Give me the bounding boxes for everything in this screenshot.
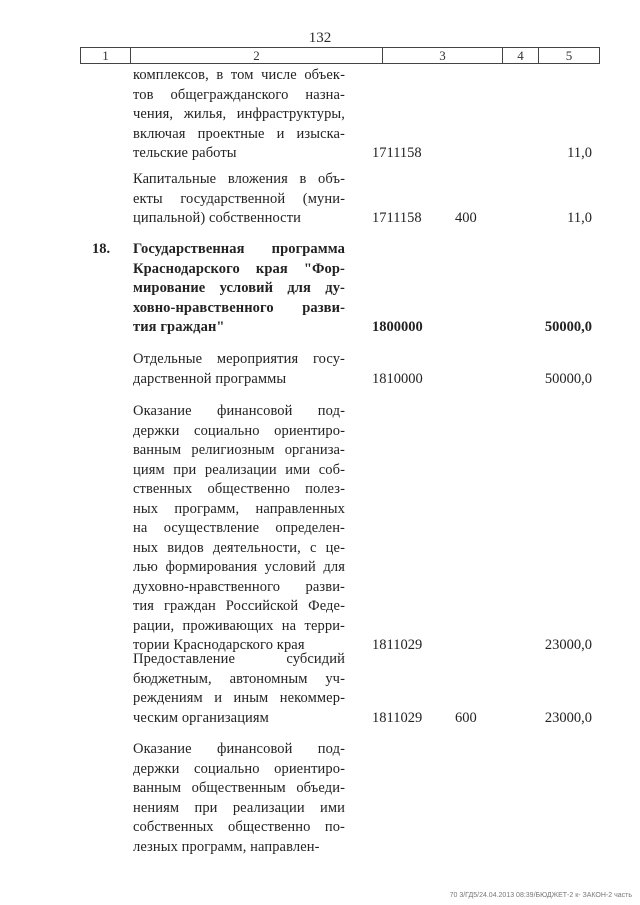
description-line: собственных общественно по- bbox=[133, 819, 345, 835]
description-line: ственных общественно полез- bbox=[133, 481, 345, 497]
column-header-3: 3 bbox=[383, 48, 503, 63]
row-description bbox=[133, 240, 345, 338]
row-description bbox=[133, 350, 345, 389]
description-line: дарственной программы bbox=[133, 370, 287, 387]
description-line: тов общегражданского назна- bbox=[133, 86, 345, 103]
description-line: лезных программ, направлен- bbox=[133, 838, 320, 855]
description-line: держки социально ориентиро- bbox=[133, 760, 345, 777]
description-line: тории Краснодарского края bbox=[133, 637, 305, 653]
description-line: Отдельные мероприятия госу- bbox=[133, 351, 345, 367]
description-line: ципальной) собственности bbox=[133, 210, 302, 226]
target-code: 1800000 bbox=[372, 319, 423, 335]
description-line: циям при реализации ими соб- bbox=[133, 461, 345, 478]
description-line: держки социально ориентиро- bbox=[133, 422, 345, 439]
description-line: бюджетным, автономным уч- bbox=[133, 670, 345, 687]
expense-type-code: 400 bbox=[455, 210, 477, 226]
column-header-5: 5 bbox=[565, 48, 573, 63]
amount: 23000,0 bbox=[544, 637, 592, 653]
description-line: рации, проживающих на терри- bbox=[133, 617, 345, 634]
description-line: ванным общественным объеди- bbox=[133, 780, 345, 796]
amount: 23000,0 bbox=[544, 709, 592, 726]
description-line: тия граждан" bbox=[133, 319, 225, 335]
description-line: ховно-нравственного разви- bbox=[133, 299, 345, 316]
description-line: лью формирования условий для bbox=[133, 559, 345, 575]
description-line: включая проектные и изыска- bbox=[133, 125, 345, 142]
description-line: екты государственной (муни- bbox=[133, 190, 345, 207]
table-header-row bbox=[80, 47, 600, 64]
description-line: на осуществление определен- bbox=[133, 520, 345, 536]
target-code: 1811029 bbox=[372, 637, 423, 653]
description-line: духовно-нравственного разви- bbox=[133, 578, 345, 595]
row-description bbox=[133, 66, 345, 164]
amount: 50000,0 bbox=[544, 319, 592, 335]
description-line: Оказание финансовой под- bbox=[133, 403, 345, 419]
row-number: 18. bbox=[92, 241, 111, 257]
description-line: реждениям и иным некоммер- bbox=[133, 690, 345, 706]
description-line: Капитальные вложения в объ- bbox=[133, 171, 345, 187]
amount: 11,0 bbox=[567, 145, 592, 161]
description-line: Предоставление субсидий bbox=[133, 651, 345, 667]
target-code: 1811029 bbox=[372, 709, 423, 726]
description-line: ных программ, направленных bbox=[133, 500, 345, 517]
description-line: Краснодарского края "Фор- bbox=[133, 260, 345, 277]
row-description bbox=[133, 740, 345, 857]
row-description bbox=[133, 170, 345, 229]
row-description bbox=[133, 650, 345, 728]
description-line: мирование условий для ду- bbox=[133, 280, 345, 296]
description-line: ческим организациям bbox=[133, 709, 269, 726]
description-line: Оказание финансовой под- bbox=[133, 741, 345, 757]
column-header-2: 2 bbox=[131, 48, 383, 63]
target-code: 1711158 bbox=[372, 145, 422, 161]
description-line: нениям при реализации ими bbox=[133, 799, 345, 816]
footer-file-stamp: 70 3/ГД5/24.04.2013 08:39/БЮДЖЕТ-2 к- ЗАКОН-2 часть bbox=[449, 892, 632, 899]
description-line: ванным религиозным организа- bbox=[133, 442, 345, 458]
description-line: тия граждан Российской Феде- bbox=[133, 598, 345, 614]
amount: 11,0 bbox=[567, 210, 592, 226]
page-number: 132 bbox=[308, 30, 332, 46]
description-line: комплексов, в том числе объек- bbox=[133, 67, 345, 83]
target-code: 1810000 bbox=[372, 370, 423, 387]
row-description bbox=[133, 402, 345, 656]
amount: 50000,0 bbox=[544, 370, 592, 387]
column-header-4: 4 bbox=[503, 48, 539, 63]
expense-type-code: 600 bbox=[455, 709, 477, 726]
description-line: ных видов деятельности, с це- bbox=[133, 539, 345, 556]
target-code: 1711158 bbox=[372, 210, 422, 226]
column-header-1: 1 bbox=[81, 48, 131, 63]
description-line: Государственная программа bbox=[133, 241, 345, 257]
description-line: чения, жилья, инфраструктуры, bbox=[133, 106, 345, 122]
description-line: тельские работы bbox=[133, 145, 237, 161]
